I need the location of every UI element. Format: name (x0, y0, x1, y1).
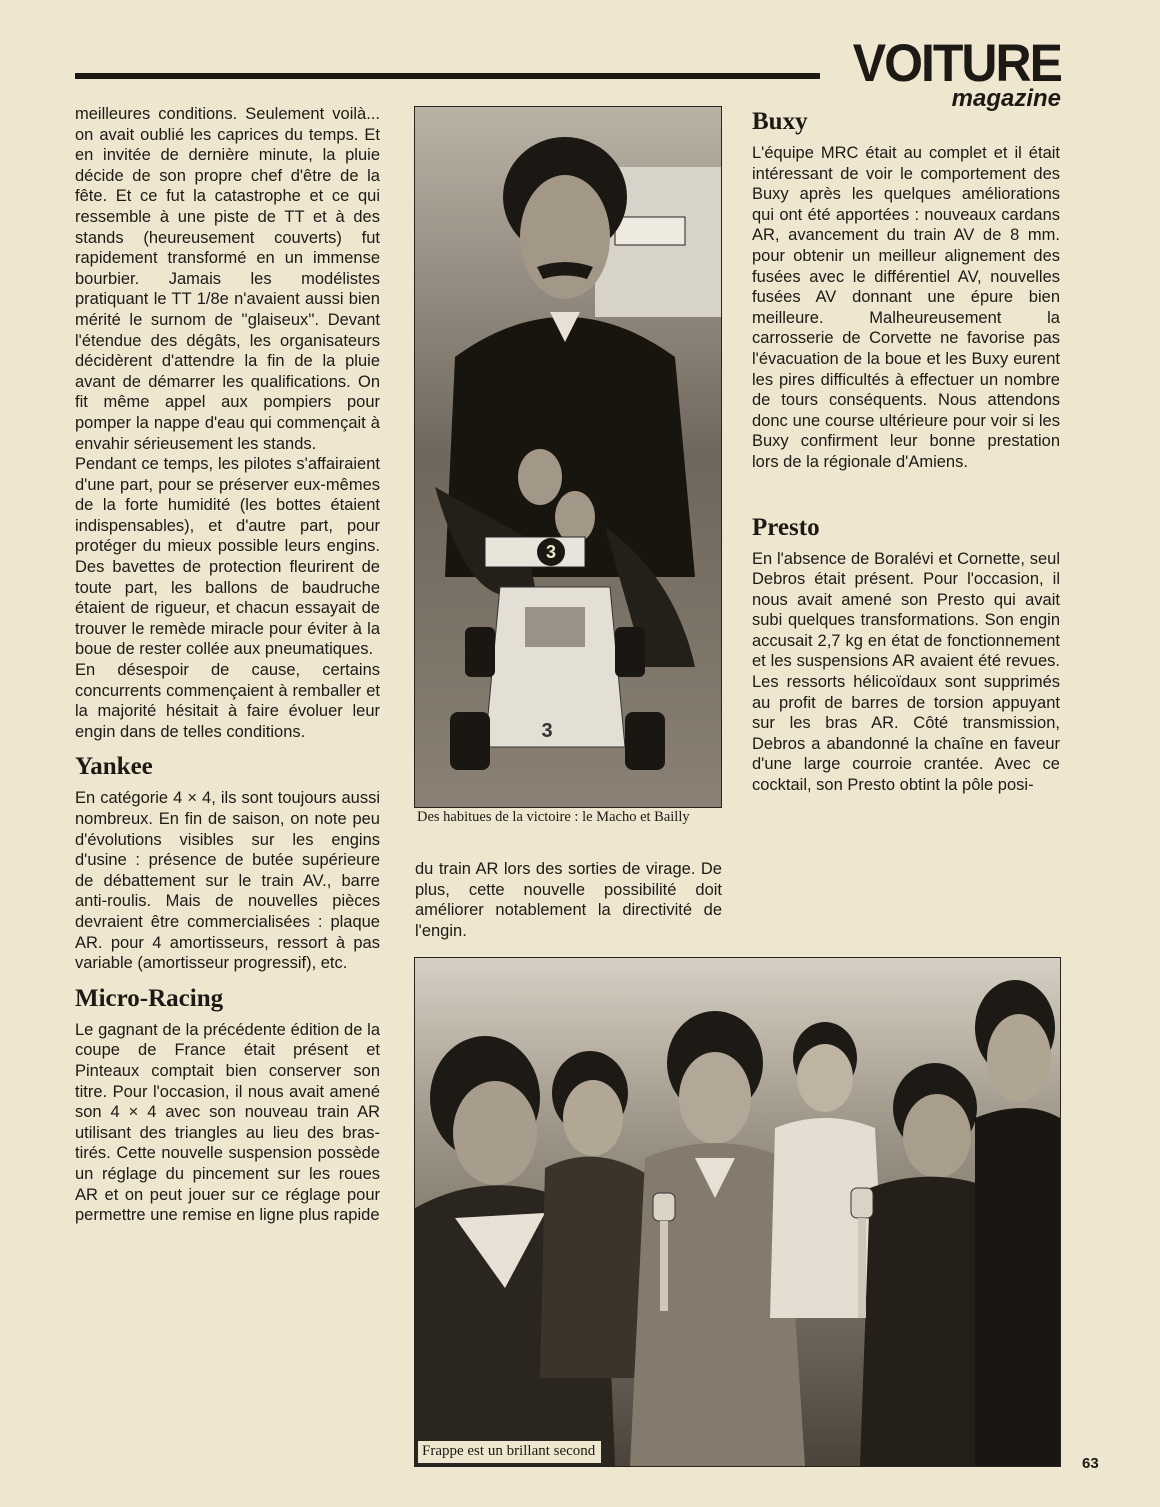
photo-driver-with-car (414, 106, 722, 808)
column-left (75, 104, 380, 1226)
yankee-heading: Yankee (75, 753, 153, 781)
intro-paragraph-2: Pendant ce temps, les pilotes s'affairaient d'une part, pour se préserver eux-mêmes de la forte humidité (les bottes étaient indispensables), et d'autre part, pour protéger du mieux possible leurs engins. Des bavettes de protection fleurirent de toute part, les ballons de baudruche étaient de rigueur, et chacun essayait de trouver le remède miracle pour éviter à la boue de rester collée aux pneumatiques. (75, 455, 380, 659)
presto-heading: Presto (752, 513, 820, 541)
car-number-front: 3 (541, 720, 553, 742)
column-right (752, 107, 1060, 796)
photo-caption-2: Frappe est un brillant second (417, 1440, 602, 1464)
masthead-subtitle: magazine (951, 85, 1061, 112)
buxy-heading: Buxy (752, 108, 808, 135)
photo-driver-illustration (415, 107, 721, 807)
intro-paragraph-1: meilleures conditions. Seulement voilà... on avait oublié les caprices du temps. Et en invitée de dernière minute, la pluie décide de son propre chef d'être de la fête. Et ce fut la catastrophe et ce qui ressemble à une piste de TT et à des stands (heureusement couverts) fut rapidement transformé en un immense bourbier. Jamais les modélistes pratiquant le TT 1/8e n'avaient aussi bien mérité le surnom de ''glaiseux''. Devant l'étendue des dégâts, les organisateurs décidèrent d'attendre la fin de la pluie avant de démarrer les qualifications. On fit même appel aux pompiers pour pomper la nappe d'eau qui commençait à envahir sérieusement les stands. (75, 105, 380, 453)
page-number: 63 (1082, 1455, 1099, 1472)
micro-racing-paragraph: Le gagnant de la précédente édition de la coupe de France était présent et Pinteaux comptait bien conserver son titre. Pour l'occasion, il nous avait amené son 4 × 4 avec son nouveau train AR utilisant des triangles au lieu des bras-tirés. Cette nouvelle suspension possède un réglage du pincement sur les roues AR et on peut jouer sur ce réglage pour permettre une remise en ligne plus rapide (75, 1020, 380, 1225)
intro-paragraph-3: En désespoir de cause, certains concurrents commençaient à remballer et la majorité hésitait à faire évoluer leur engin dans de telles conditions. (75, 661, 380, 741)
masthead-brand: VOITURE (852, 33, 1061, 93)
photo-group-illustration (415, 958, 1060, 1466)
photo-podium-group (414, 957, 1061, 1467)
column-middle-continuation (415, 859, 722, 941)
yankee-paragraph: En catégorie 4 × 4, ils sont toujours aussi nombreux. En fin de saison, on note peu d'évolutions visibles sur les engins d'usine : présence de butée supérieure de débattement sur le train AV., barre anti-roulis. Mais de nouvelles pièces devraient être commercialisées : plaque AR. pour 4 amortisseurs, ressort à pas variable (amortisseur progressif), etc. (75, 789, 380, 973)
masthead (826, 33, 1061, 112)
presto-paragraph: En l'absence de Boralévi et Cornette, seul Debros était présent. Pour l'occasion, il nous avait amené son Presto qui avait subi quelques transformations. Son engin accusait 2,7 kg en état de fonctionnement et les suspensions AR avaient été revues. Les ressorts hélicoïdaux sont supprimés au profit de barres de torsion appuyant sur les bras AR. Côté transmission, Debros a abandonné la chaîne en faveur d'une large courroie crantée. Avec ce cocktail, son Presto obtint la pôle posi- (752, 549, 1060, 795)
continuation-paragraph: du train AR lors des sorties de virage. De plus, cette nouvelle possibilité doit améliorer notablement la directivité de l'engin. (415, 860, 722, 940)
micro-racing-heading: Micro-Racing (75, 984, 224, 1012)
car-number: 3 (545, 542, 557, 562)
header-rule (75, 73, 820, 79)
buxy-paragraph: L'équipe MRC était au complet et il était intéressant de voir le comportement des Buxy après les quelques améliorations qui ont été apportées : nouveaux cardans AR, avancement du train AV de 8 mm. pour obtenir un meilleur alignement des fusées avec le différentiel AV, nouvelles fusées AV donnant une épure bien meilleure. Malheureusement la carrosserie de Corvette ne favorise pas l'évacuation de la boue et les Buxy eurent les pires difficultés à effectuer un nombre de tours conséquents. Nous attendons donc une course ultérieure pour voir si les Buxy confirment leur bonne prestation lors de la régionale d'Amiens. (752, 144, 1060, 471)
photo-caption-1: Des habitues de la victoire : le Macho et Bailly (417, 809, 690, 825)
